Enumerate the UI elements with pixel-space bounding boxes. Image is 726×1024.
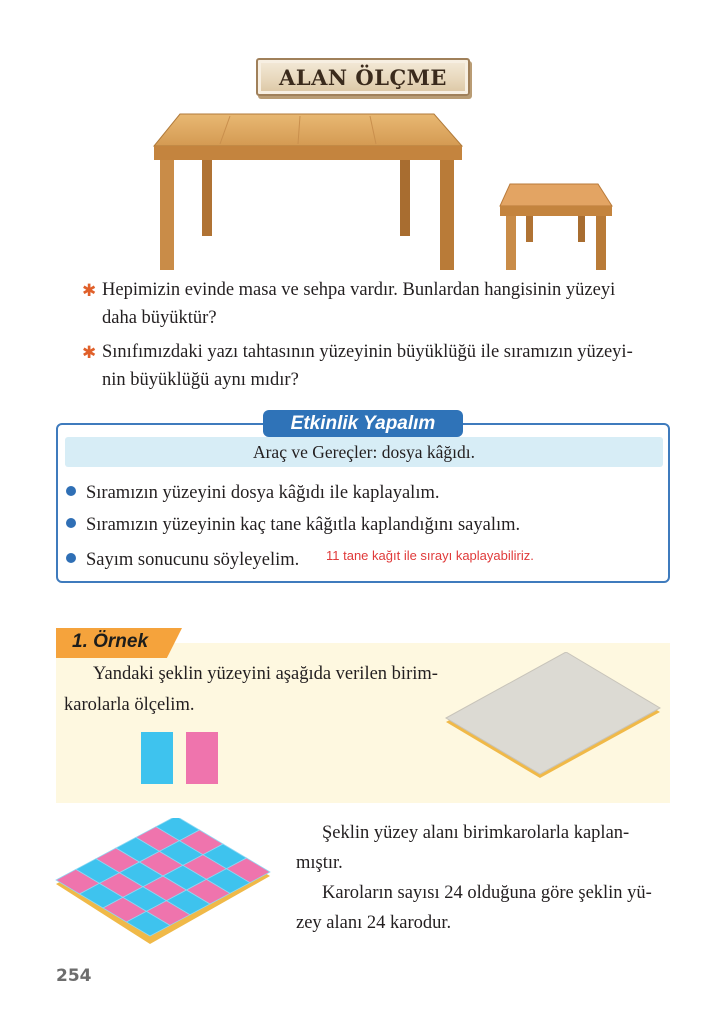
activity-item-text: Sayım sonucunu söyleyelim. bbox=[86, 550, 300, 570]
activity-item bbox=[66, 515, 520, 536]
unit-tile-pink bbox=[186, 732, 218, 784]
activity-item bbox=[66, 550, 299, 571]
asterisk-icon: ✱ bbox=[82, 343, 97, 362]
question-1-line-1: Hepimizin evinde masa ve sehpa vardır. Bunlardan hangisinin yüzeyi bbox=[102, 280, 616, 300]
question-2-line-2: nin büyüklüğü aynı mıdır? bbox=[102, 370, 299, 390]
handwritten-answer: 11 tane kağıt ile sırayı kaplayabiliriz. bbox=[326, 548, 534, 563]
tools-bar: Araç ve Gereçler: dosya kâğıdı. bbox=[65, 437, 663, 467]
bullet-icon bbox=[66, 486, 76, 496]
tiled-surface-shape bbox=[54, 818, 272, 946]
page-number: 254 bbox=[56, 966, 92, 986]
page-title: ALAN ÖLÇME bbox=[279, 65, 447, 90]
question-1 bbox=[82, 276, 672, 332]
activity-item-text: Sıramızın yüzeyinin kaç tane kâğıtla kaplandığını sayalım. bbox=[86, 515, 521, 535]
result-2-line-2: zey alanı 24 karodur. bbox=[296, 913, 452, 933]
result-paragraph-1 bbox=[296, 818, 670, 878]
title-plank bbox=[256, 58, 470, 96]
unit-tile-blue bbox=[141, 732, 173, 784]
activity-item-text: Sıramızın yüzeyini dosya kâğıdı ile kaplayalım. bbox=[86, 483, 440, 503]
question-1-line-2: daha büyüktür? bbox=[102, 308, 217, 328]
table-illustration bbox=[150, 112, 466, 272]
example-line-1: Yandaki şeklin yüzeyini aşağıda verilen birim- bbox=[93, 664, 438, 684]
coffee-table-illustration bbox=[498, 182, 614, 272]
result-2-line-1: Karoların sayısı 24 olduğuna göre şeklin yü- bbox=[322, 883, 652, 903]
bullet-icon bbox=[66, 518, 76, 528]
asterisk-icon: ✱ bbox=[82, 281, 97, 300]
tile-grid bbox=[56, 818, 270, 936]
plain-surface-shape bbox=[440, 652, 666, 784]
result-1-line-2: mıştır. bbox=[296, 853, 343, 873]
example-tab-label: 1. Örnek bbox=[72, 631, 149, 652]
result-1-line-1: Şeklin yüzey alanı birimkarolarla kaplan- bbox=[322, 823, 630, 843]
bullet-icon bbox=[66, 553, 76, 563]
activity-item bbox=[66, 483, 439, 504]
question-2-line-1: Sınıfımızdaki yazı tahtasının yüzeyinin büyüklüğü ile sıramızın yüzeyi- bbox=[102, 342, 633, 362]
activity-tab: Etkinlik Yapalım bbox=[263, 410, 463, 437]
example-line-2: karolarla ölçelim. bbox=[64, 695, 195, 715]
result-paragraph-2 bbox=[296, 878, 670, 938]
question-2 bbox=[82, 338, 672, 394]
